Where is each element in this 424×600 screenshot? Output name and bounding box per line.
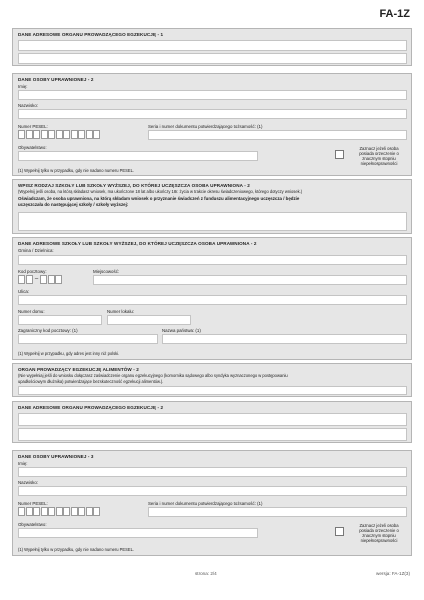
street-field[interactable] bbox=[18, 295, 407, 305]
footnote: (1) Wypełnij w przypadku, gdy adres jest inny niż polski. bbox=[18, 351, 120, 356]
postal-code-dash: – bbox=[34, 276, 39, 282]
school-type-field[interactable] bbox=[18, 212, 407, 231]
organ-2-address-line-1[interactable] bbox=[18, 413, 407, 426]
school-statement-line-1: Oświadczam, że osoba uprawniona, na którą składam wniosek o przyznanie świadczeń z funduszu alimentacyjnego uczęszcza / będzie bbox=[18, 196, 300, 201]
foreign-postal-code-field[interactable] bbox=[18, 334, 158, 344]
last-name-label: Nazwisko: bbox=[18, 103, 39, 108]
section-header: WPISZ RODZAJ SZKOŁY LUB SZKOŁY WYŻSZEJ, DO KTÓREJ UCZĘSZCZA OSOBA UPRAWNIONA - 2 bbox=[18, 183, 250, 188]
section-school-address bbox=[12, 237, 412, 360]
first-name-label: Imię: bbox=[18, 461, 28, 466]
citizenship-field[interactable] bbox=[18, 151, 258, 161]
disability-checkbox[interactable] bbox=[335, 150, 344, 159]
last-name-label: Nazwisko: bbox=[18, 480, 39, 485]
disability-checkbox[interactable] bbox=[335, 527, 344, 536]
section-school-type bbox=[12, 179, 412, 234]
organ-1-address-line-2[interactable] bbox=[18, 53, 407, 64]
postal-code-field[interactable] bbox=[18, 275, 63, 284]
commune-field[interactable] bbox=[18, 255, 407, 265]
pesel-field[interactable] bbox=[18, 130, 101, 139]
apartment-number-label: Numer lokalu: bbox=[107, 309, 135, 314]
alimony-note-line-2: upadłościowym dłużnika) potwierdzające bezskuteczność egzekucji alimentów.). bbox=[18, 379, 164, 384]
first-name-field[interactable] bbox=[18, 467, 407, 477]
page-number: strona: 2/4 bbox=[195, 571, 217, 576]
country-name-field[interactable] bbox=[162, 334, 407, 344]
section-header: DANE ADRESOWE ORGANU PROWADZĄCEGO EGZEKUCJĘ - 2 bbox=[18, 405, 164, 410]
section-header: DANE OSOBY UPRAWNIONEJ - 3 bbox=[18, 454, 94, 459]
alimony-organ-field[interactable] bbox=[18, 386, 407, 395]
house-number-label: Numer domu: bbox=[18, 309, 45, 314]
last-name-field[interactable] bbox=[18, 109, 407, 119]
section-person-3 bbox=[12, 450, 412, 556]
footnote: (1) Wypełnij tylko w przypadku, gdy nie nadano numeru PESEL. bbox=[18, 168, 135, 173]
country-name-label: Nazwa państwa: (1) bbox=[162, 328, 201, 333]
section-header: ORGAN PROWADZĄCY EGZEKUCJĘ ALIMENTÓW - 2 bbox=[18, 367, 139, 372]
section-header: DANE ADRESOWE SZKOŁY LUB SZKOŁY WYŻSZEJ, DO KTÓREJ UCZĘSZCZA OSOBA UPRAWNIONA - 2 bbox=[18, 241, 257, 246]
footnote: (1) Wypełnij tylko w przypadku, gdy nie nadano numeru PESEL. bbox=[18, 547, 135, 552]
commune-label: Gmina / Dzielnica: bbox=[18, 248, 54, 253]
disability-checkbox-label: Zaznacz jeżeli osoba posiada orzeczenie o znacznym stopniu niepełnosprawności bbox=[359, 146, 399, 166]
school-statement-line-2: uczęszczała do następującej szkoły / szkoły wyższej: bbox=[18, 202, 129, 207]
house-number-field[interactable] bbox=[18, 315, 102, 325]
organ-2-address-line-2[interactable] bbox=[18, 428, 407, 441]
citizenship-field[interactable] bbox=[18, 528, 258, 538]
form-code: FA-1Z bbox=[379, 8, 410, 20]
form-version: wersja: FA-1Z(3) bbox=[376, 571, 410, 576]
id-document-label: Seria i numer dokumentu potwierdzającego tożsamość: (1) bbox=[148, 501, 263, 506]
postal-code-label: Kod pocztowy: bbox=[18, 269, 47, 274]
organ-1-address-line-1[interactable] bbox=[18, 40, 407, 51]
disability-checkbox-label: Zaznacz jeżeli osoba posiada orzeczenie o znacznym stopniu niepełnosprawności bbox=[359, 523, 399, 543]
first-name-label: Imię: bbox=[18, 84, 28, 89]
apartment-number-field[interactable] bbox=[107, 315, 191, 325]
section-person-2 bbox=[12, 73, 412, 176]
section-organ-1 bbox=[12, 28, 412, 66]
street-label: Ulica: bbox=[18, 289, 29, 294]
id-document-label: Seria i numer dokumentu potwierdzającego tożsamość: (1) bbox=[148, 124, 263, 129]
pesel-label: Numer PESEL: bbox=[18, 124, 48, 129]
school-note: (Wypełnij jeśli osoba, na którą składasz wniosek, ma ukończone 18 lat albo ukończy 18r. życia w trakcie okresu świadczeniowego, którego dotyczy wniosek.) bbox=[18, 189, 303, 194]
city-field[interactable] bbox=[93, 275, 407, 285]
foreign-postal-code-label: Zagraniczny kod pocztowy: (1) bbox=[18, 328, 78, 333]
section-header: DANE OSOBY UPRAWNIONEJ - 2 bbox=[18, 77, 94, 82]
pesel-label: Numer PESEL: bbox=[18, 501, 48, 506]
citizenship-label: Obywatelstwo: bbox=[18, 145, 47, 150]
city-label: Miejscowość: bbox=[93, 269, 120, 274]
citizenship-label: Obywatelstwo: bbox=[18, 522, 47, 527]
alimony-note-line-1: (Nie wypełniaj jeśli do wniosku dołączasz zaświadczenie organu egzekucyjnego (komornika sądowego albo syndyka wyznaczonego w postępowaniu bbox=[18, 373, 288, 378]
section-header: DANE ADRESOWE ORGANU PROWADZĄCEGO EGZEKUCJĘ - 1 bbox=[18, 32, 164, 37]
id-document-field[interactable] bbox=[148, 130, 407, 140]
section-organ-2 bbox=[12, 401, 412, 443]
pesel-field[interactable] bbox=[18, 507, 101, 516]
last-name-field[interactable] bbox=[18, 486, 407, 496]
section-alimony-enforcement-organ bbox=[12, 363, 412, 397]
id-document-field[interactable] bbox=[148, 507, 407, 517]
first-name-field[interactable] bbox=[18, 90, 407, 100]
